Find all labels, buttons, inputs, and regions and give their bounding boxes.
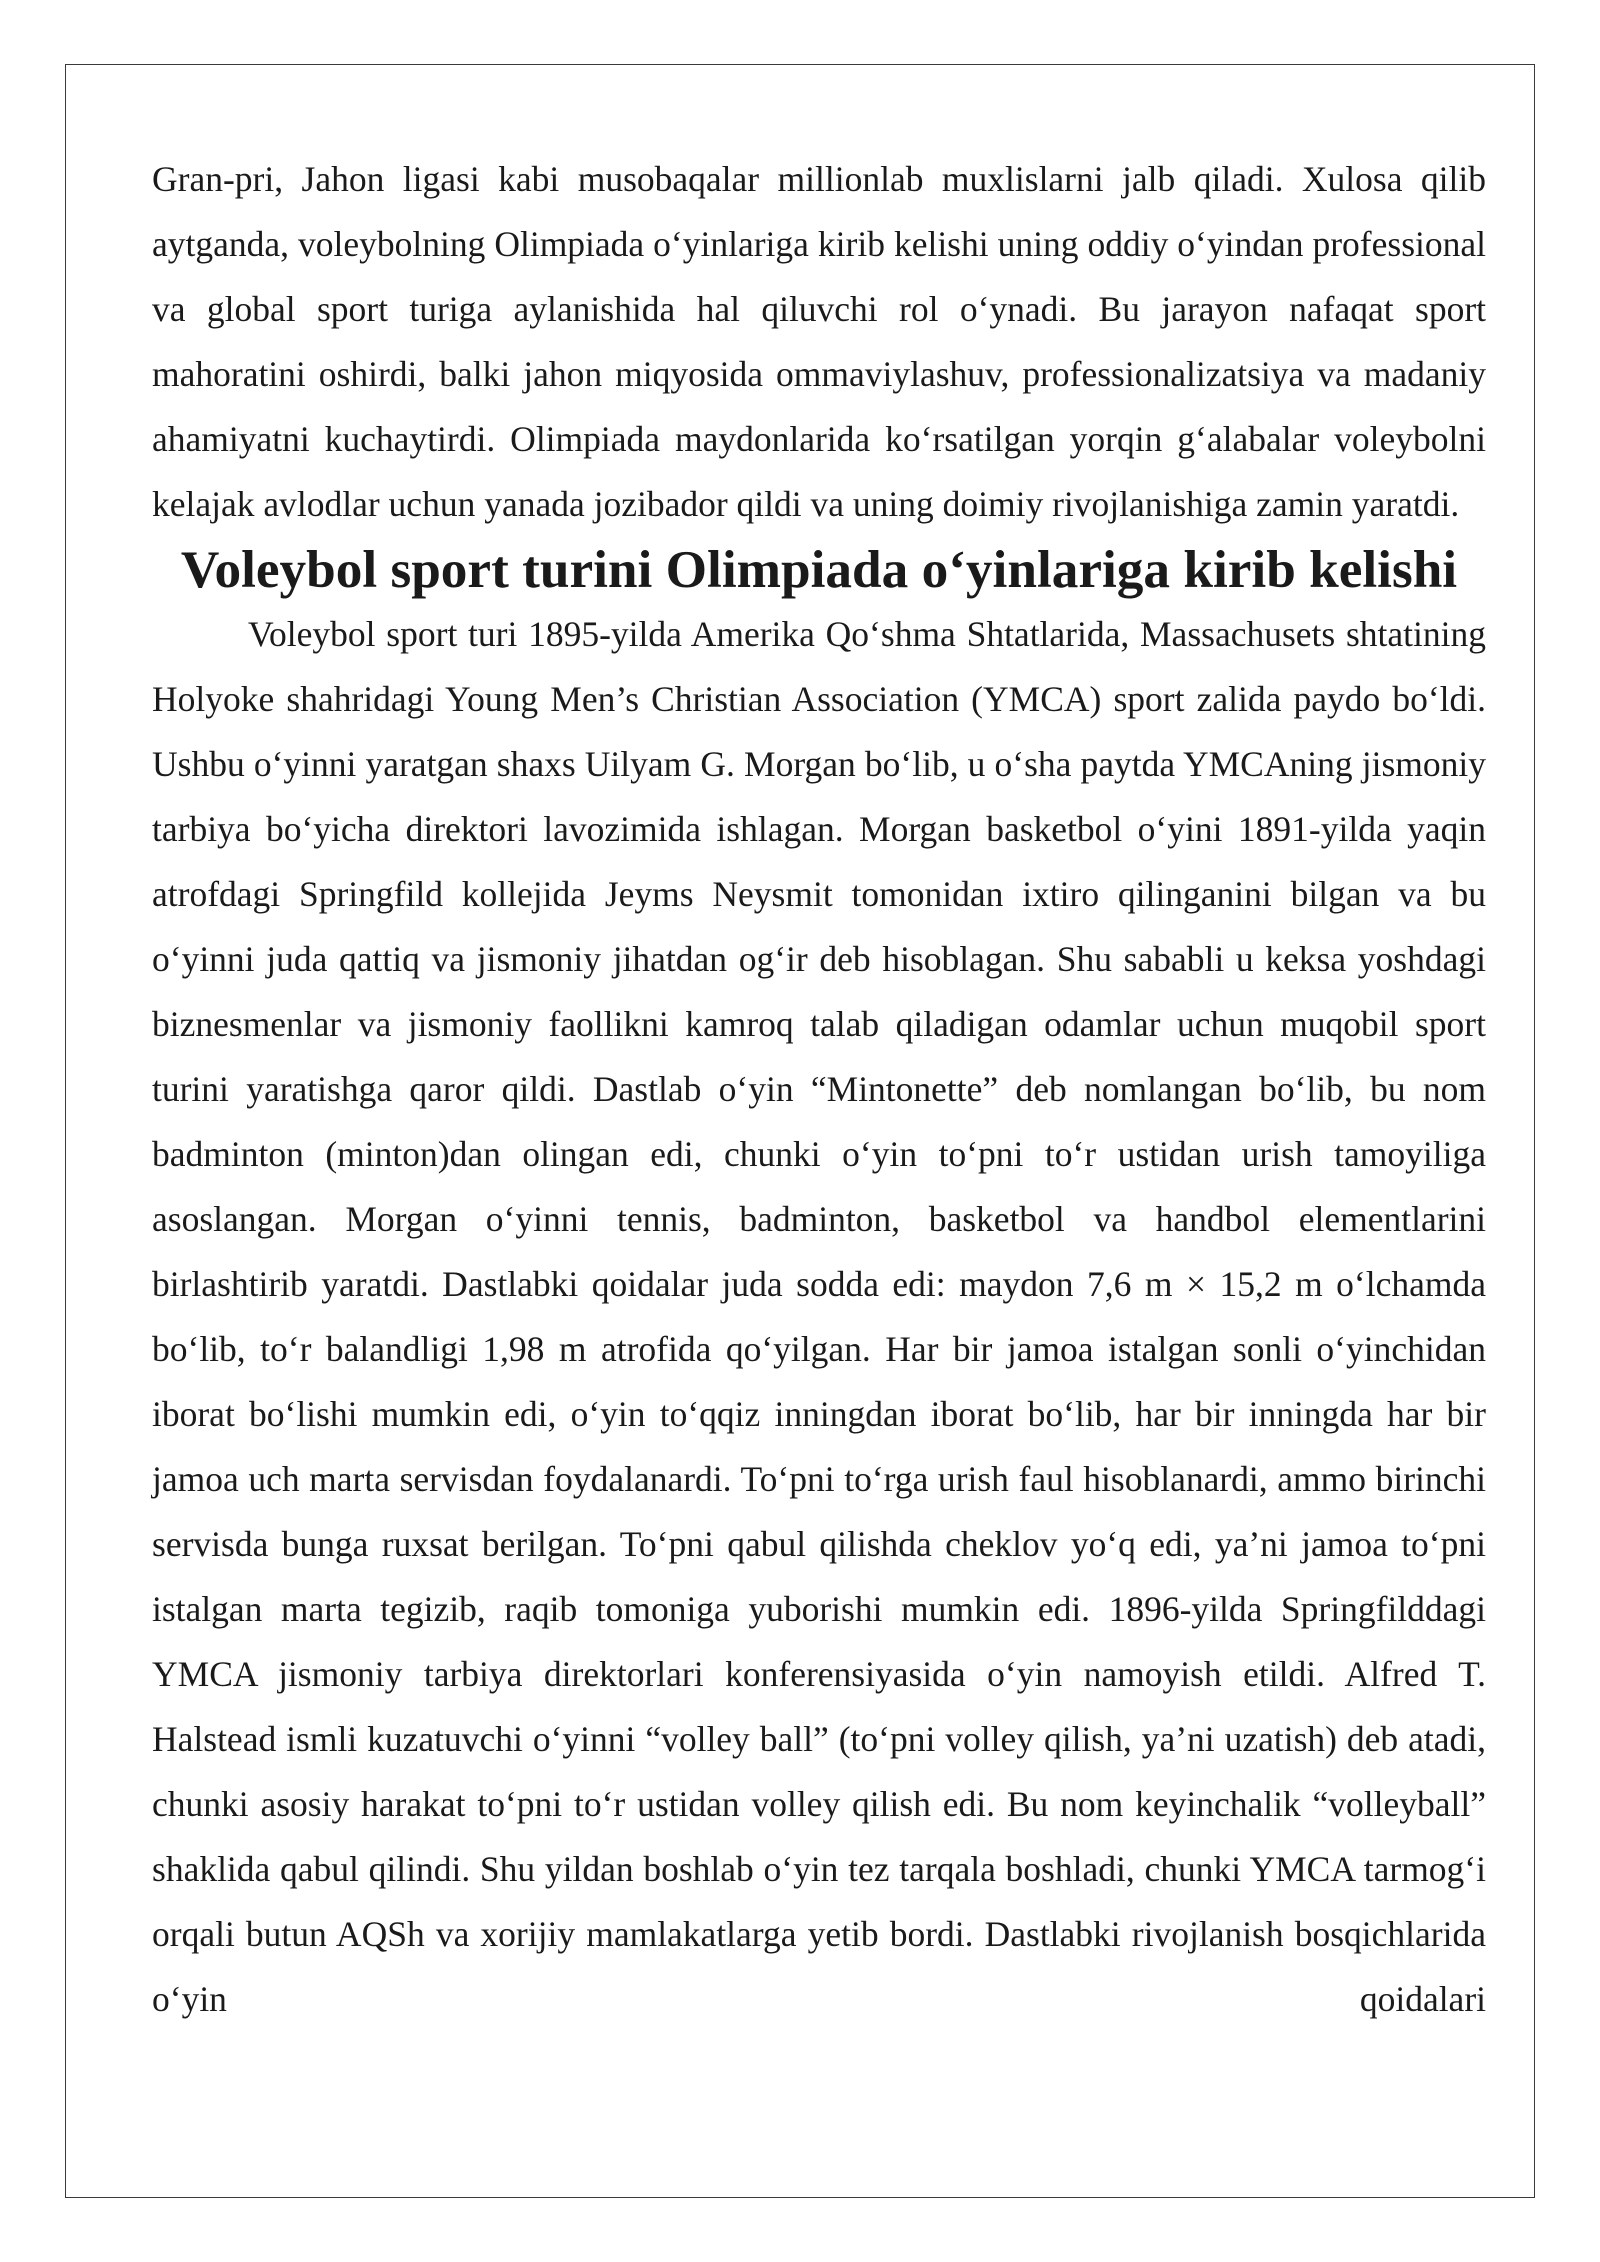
- section-heading: Voleybol sport turini Olimpiada o‘yinlariga kirib kelishi: [180, 540, 1458, 599]
- paragraph-conclusion: Gran-pri, Jahon ligasi kabi musobaqalar millionlab muxlislarni jalb qiladi. Xulosa qilib aytganda, voleybolning Olimpiada o‘yinlariga kirib kelishi uning oddiy o‘yindan professional va global sport turiga aylanishida hal qiluvchi rol o‘ynadi. Bu jarayon nafaqat sport mahoratini oshirdi, balki jahon miqyosida ommaviylashuv, professionalizatsiya va madaniy ahamiyatni kuchaytirdi. Olimpiada maydonlarida ko‘rsatilgan yorqin g‘alabalar voleybolni kelajak avlodlar uchun yanada jozibador qildi va uning doimiy rivojlanishiga zamin yaratdi.: [152, 159, 1486, 524]
- document-body: [152, 147, 1486, 2032]
- paragraph-history: Voleybol sport turi 1895-yilda Amerika Qo‘shma Shtatlarida, Massachusets shtatining Holyoke shahridagi Young Men’s Christian Association (YMCA) sport zalida paydo bo‘ldi. Ushbu o‘yinni yaratgan shaxs Uilyam G. Morgan bo‘lib, u o‘sha paytda YMCAning jismoniy tarbiya bo‘yicha direktori lavozimida ishlagan. Morgan basketbol o‘yini 1891-yilda yaqin atrofdagi Springfild kollejida Jeyms Neysmit tomonidan ixtiro qilinganini bilgan va bu o‘yinni juda qattiq va jismoniy jihatdan og‘ir deb hisoblagan. Shu sababli u keksa yoshdagi biznesmenlar va jismoniy faollikni kamroq talab qiladigan odamlar uchun muqobil sport turini yaratishga qaror qildi. Dastlab o‘yin “Mintonette” deb nomlangan bo‘lib, bu nom badminton (minton)dan olingan edi, chunki o‘yin to‘pni to‘r ustidan urish tamoyiliga asoslangan. Morgan o‘yinni tennis, badminton, basketbol va handbol elementlarini birlashtirib yaratdi. Dastlabki qoidalar juda sodda edi: maydon 7,6 m × 15,2 m o‘lchamda bo‘lib, to‘r balandligi 1,98 m atrofida qo‘yilgan. Har bir jamoa istalgan sonli o‘yinchidan iborat bo‘lishi mumkin edi, o‘yin to‘qqiz inningdan iborat bo‘lib, har bir inningda har bir jamoa uch marta servisdan foydalanardi. To‘pni to‘rga urish faul hisoblanardi, ammo birinchi servisda bunga ruxsat berilgan. To‘pni qabul qilishda cheklov yo‘q edi, ya’ni jamoa to‘pni istalgan marta tegizib, raqib tomoniga yuborishi mumkin edi. 1896-yilda Springfilddagi YMCA jismoniy tarbiya direktorlari konferensiyasida o‘yin namoyish etildi. Alfred T. Halstead ismli kuzatuvchi o‘yinni “volley ball” (to‘pni volley qilish, ya’ni uzatish) deb atadi, chunki asosiy harakat to‘pni to‘r ustidan volley qilish edi. Bu nom keyinchalik “volleyball” shaklida qabul qilindi. Shu yildan boshlab o‘yin tez tarqala boshladi, chunki YMCA tarmog‘i orqali butun AQSh va xorijiy mamlakatlarga yetib bordi. Dastlabki rivojlanish bosqichlarida o‘yin qoidalari: [152, 614, 1486, 2019]
